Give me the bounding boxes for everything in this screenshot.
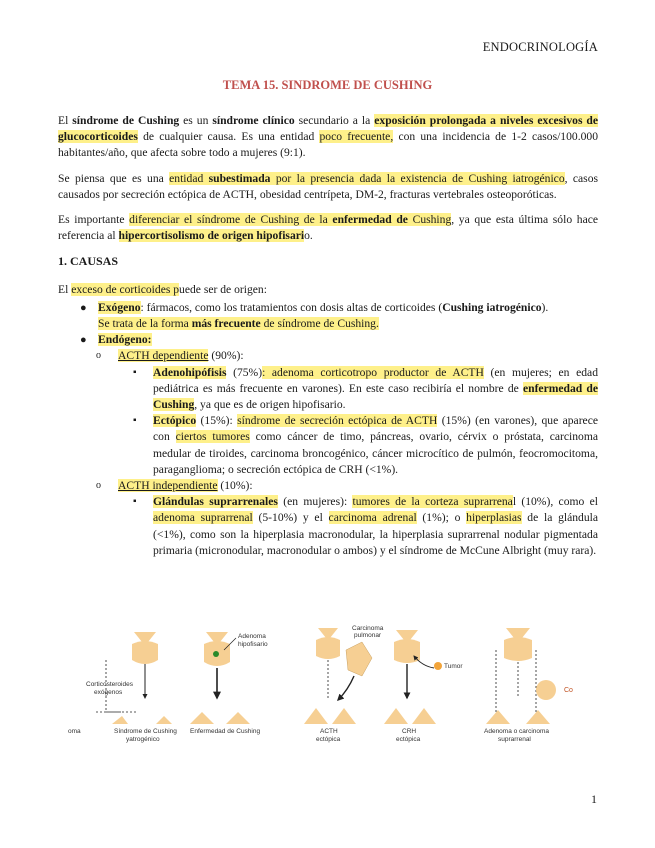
hypothalamus-shape bbox=[506, 628, 530, 638]
tumor-dot bbox=[434, 662, 442, 670]
panel-adrenal-tumor bbox=[484, 628, 573, 743]
adrenal-left-shape bbox=[304, 708, 328, 724]
label-adrenal-2: suprarrenal bbox=[498, 736, 531, 743]
label-crh: CRH bbox=[402, 728, 417, 735]
label-pulmonar: pulmonar bbox=[354, 632, 382, 639]
paragraph-diferenciar: Es importante diferenciar el síndrome de Cushing de la enfermedad de Cushing, ya que esta última sólo hace referencia al hipercortisolismo de origen hipofisario. bbox=[58, 213, 599, 243]
highlight: poco frecuente, bbox=[319, 130, 394, 144]
label-hipofisario: hipofisario bbox=[238, 641, 268, 648]
running-header: ENDOCRINOLOGÍA bbox=[482, 40, 598, 54]
label-corticoides: Corticosteroides bbox=[86, 681, 133, 688]
adrenal-tumor-shape bbox=[536, 680, 556, 700]
label-tumor: Tumor bbox=[444, 663, 463, 670]
square-bullet-icon: ▪ bbox=[133, 496, 137, 508]
hypothalamus-shape bbox=[318, 628, 338, 638]
panel-iatrogenic bbox=[68, 632, 177, 743]
document-body bbox=[58, 113, 598, 559]
paragraph-subestimada: Se piensa que es una entidad subestimada por la presencia dada la existencia de Cushing iatrogénico, casos causados por secreción ectópica de ACTH, obesidad centrípeta, DM-2, fracturas vertebrales osteoporóticas. bbox=[58, 171, 599, 201]
label-ectopica-crh: ectópica bbox=[396, 736, 421, 743]
hypothalamus-shape bbox=[206, 632, 228, 642]
label-enfermedad: Enfermedad de Cushing bbox=[190, 728, 261, 735]
label-oma: oma bbox=[68, 728, 81, 735]
label-adrenal-1: Adenoma o carcinoma bbox=[484, 728, 550, 735]
carcinoma-shape bbox=[346, 642, 372, 676]
label-yatrogenico-2: yatrogénico bbox=[126, 736, 160, 743]
causes-list bbox=[58, 300, 598, 559]
panel-ectopic-acth bbox=[304, 625, 384, 743]
pituitary-shape bbox=[504, 637, 532, 661]
adrenal-right-shape bbox=[156, 716, 172, 724]
section-heading-causas: 1. CAUSAS bbox=[58, 254, 119, 269]
bullet-icon: ● bbox=[80, 334, 87, 347]
cushing-causes-figure bbox=[66, 620, 606, 750]
label-exogenos: exógenos bbox=[94, 689, 123, 696]
list-item-glandulas-suprarrenales: ▪ Glándulas suprarrenales (en mujeres): tumores de la corteza suprarrenal (10%), como el adenoma suprarrenal (5-10%) y el carcinoma adrenal (1%); o hiperplasias de la glándula (<1%), como son la hiperplasia macronodular, la hiperplasia suprarrenal nodular pigmentada primaria (micronodular, macronodular o ambos) y el síndrome de McCune Albright (muy rara). bbox=[133, 495, 599, 557]
adrenal-right-shape bbox=[526, 710, 550, 724]
list-item-adenohipofisis: ▪ Adenohipófisis (75%): adenoma corticotropo productor de ACTH (en mujeres; en edad pediátrica es más frecuente en varones). En este caso recibiría el nombre de enfermedad de Cushing, ya que es de origen hipofisario. bbox=[133, 365, 598, 412]
label-adenoma: Adenoma bbox=[238, 633, 266, 640]
pituitary-shape bbox=[394, 639, 420, 663]
circle-bullet-icon: o bbox=[96, 350, 101, 362]
pituitary-shape bbox=[316, 637, 340, 659]
label-carcinoma: Carcinoma bbox=[352, 625, 384, 632]
label-acth: ACTH bbox=[320, 728, 338, 735]
pituitary-shape bbox=[132, 641, 158, 664]
list-item-exogeno: ● Exógeno: fármacos, como los tratamientos con dosis altas de corticoides (Cushing iatrogénico). Se trata de la forma más frecuente de síndrome de Cushing. bbox=[80, 300, 549, 331]
adrenal-right-shape bbox=[412, 708, 436, 724]
label-ectopica: ectópica bbox=[316, 736, 341, 743]
bullet-icon: ● bbox=[80, 301, 87, 314]
panel-ectopic-crh bbox=[384, 630, 463, 743]
hypothalamus-shape bbox=[134, 632, 156, 642]
document-title: TEMA 15. SINDROME DE CUSHING bbox=[222, 78, 433, 92]
highlight: exposición prolongada a niveles excesivos de glucocorticoides bbox=[58, 114, 599, 144]
adrenal-left-shape bbox=[112, 716, 128, 724]
adrenal-left-shape bbox=[384, 708, 408, 724]
label-yatrogenico-1: Síndrome de Cushing bbox=[114, 728, 177, 735]
adrenal-left-shape bbox=[190, 712, 214, 724]
circle-bullet-icon: o bbox=[96, 480, 101, 492]
label-co: Co bbox=[564, 687, 573, 694]
list-item-acth-independiente: o ACTH independiente (10%): bbox=[58, 478, 598, 494]
adrenal-left-shape bbox=[486, 710, 510, 724]
square-bullet-icon: ▪ bbox=[133, 366, 137, 378]
page-number: 1 bbox=[591, 792, 597, 806]
adrenal-right-shape bbox=[332, 708, 356, 724]
panel-cushing-disease bbox=[190, 632, 268, 735]
list-item-ectopico: ▪ Ectópico (15%): síndrome de secreción ectópica de ACTH (15%) (en varones), que aparece con ciertos tumores como cáncer de timo, páncreas, ovario, cérvix o próstata, carcinoma medular de tiroides, carcinoma broncogénico, cáncer microcítico de pulmón, feocromocitoma, paraganglioma; o secreción ectópica de CRH (<1%). bbox=[133, 414, 599, 476]
list-item-endogeno: ● Endógeno: bbox=[58, 332, 598, 348]
adrenal-right-shape bbox=[226, 712, 250, 724]
paragraph-definition: El síndrome de Cushing es un síndrome clínico secundario a la exposición prolongada a niveles excesivos de glucocorticoides de cualquier causa. Es una entidad poco frecuente, con una incidencia de 1-2 casos/100.000 habitantes/año, que afecta sobre todo a mujeres (9:1). bbox=[58, 114, 599, 160]
square-bullet-icon: ▪ bbox=[133, 415, 137, 427]
causes-intro: El exceso de corticoides puede ser de origen: bbox=[58, 282, 267, 296]
adenoma-nucleus bbox=[213, 651, 219, 657]
list-item-acth-dependiente: o ACTH dependiente (90%): bbox=[58, 348, 598, 364]
hypothalamus-shape bbox=[396, 630, 418, 640]
